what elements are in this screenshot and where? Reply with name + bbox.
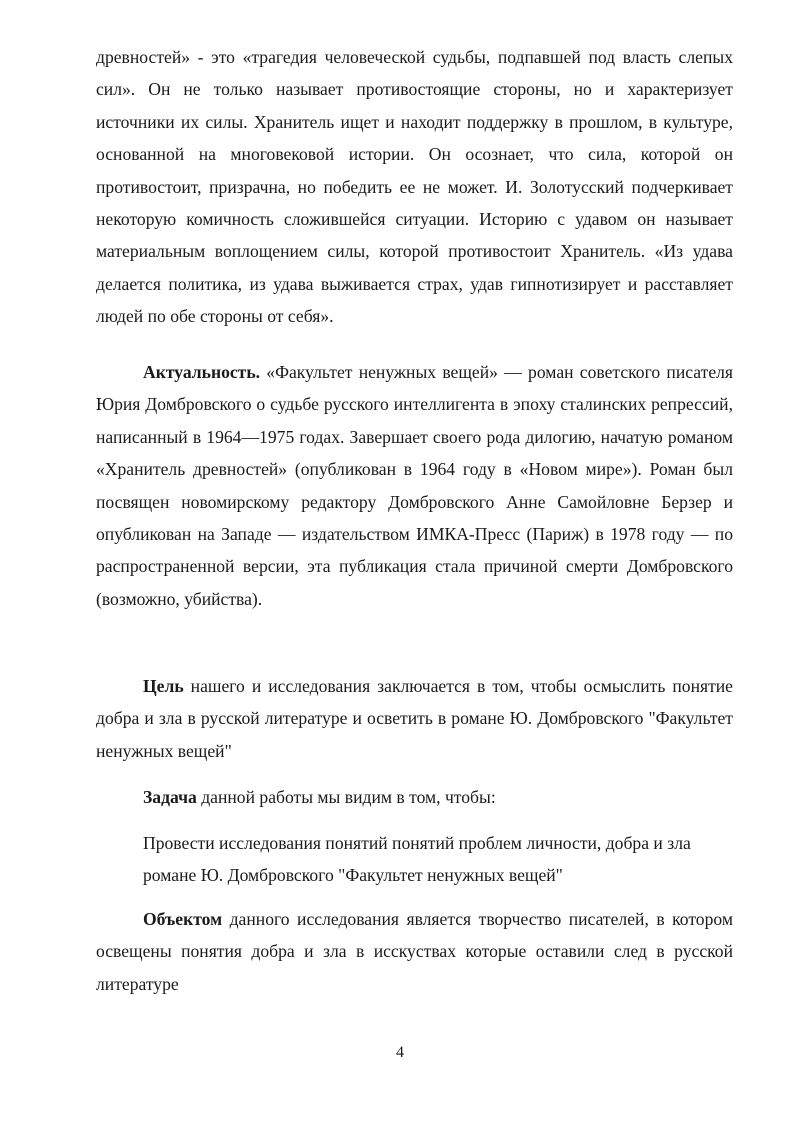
paragraph-relevance (96, 356, 733, 615)
page-number: 4 (396, 1044, 404, 1061)
relevance-text: «Факультет ненужных вещей» — роман советского писателя Юрия Домбровского о судьбе русского интеллигента в эпоху сталинских репрессий, написанный в 1964—1975 годах. Завершает своего рода дилогию, начатую романом «Хранитель древностей» (опубликован в 1964 году в «Новом мире»). Роман был посвящен новомирскому редактору Домбровского Анне Самойловне Берзер и опубликован на Западе — издательством ИМКА-Пресс (Париж) в 1978 году — по распространенной версии, эта публикация стала причиной смерти Домбровского (возможно, убийства). (96, 362, 733, 609)
paragraph-goal (96, 670, 733, 767)
paragraph-object (96, 903, 733, 1000)
relevance-heading: Актуальность. (143, 362, 261, 382)
goal-heading: Цель (143, 676, 184, 696)
object-text: данного исследования является творчество писателей, в котором освещены понятия добра и зла в исскуствах которые оставили след в русской литературе (96, 909, 733, 994)
task-heading: Задача (143, 787, 197, 807)
paragraph-continuation: древностей» - это «трагедия человеческой судьбы, подпавшей под власть слепых сил». Он не только называет противостоящие стороны, но и характеризует источники их силы. Хранитель ищет и находит поддержку в прошлом, в культуре, основанной на многовековой истории. Он осознает, что сила, которой он противостоит, призрачна, но победить ее не может. И. Золотусский подчеркивает некоторую комичность сложившейся ситуации. Историю с удавом он называет материальным воплощением силы, которой противостоит Хранитель. «Из удава делается политика, из удава выживается страх, удав гипнотизирует и расставляет людей по обе стороны от себя». (96, 47, 733, 327)
task-text: данной работы мы видим в том, чтобы: (196, 787, 496, 807)
paragraph-task-item: Провести исследования понятий понятий проблем личности, добра и зла романе Ю. Домбровского "Факультет ненужных вещей" (143, 833, 691, 886)
paragraph-task (96, 781, 733, 813)
object-heading: Объектом (143, 909, 223, 929)
goal-text: нашего и исследования заключается в том, чтобы осмыслить понятие добра и зла в русской литературе и осветить в романе Ю. Домбровского "Факультет ненужных вещей" (96, 676, 733, 761)
